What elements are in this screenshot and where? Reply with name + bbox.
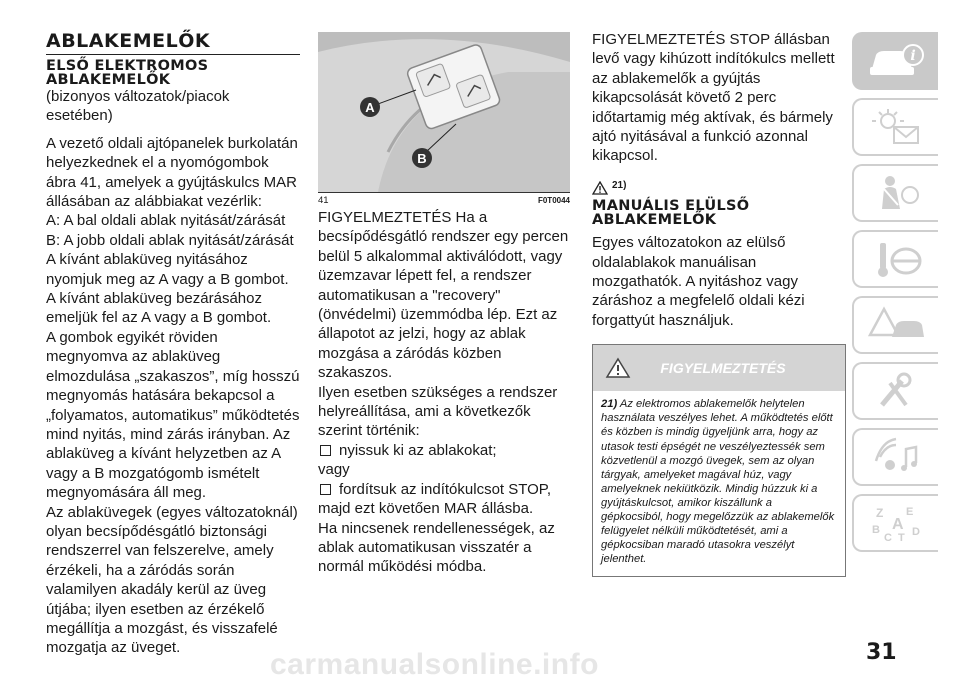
- watermark: carmanualsonline.info: [270, 648, 599, 681]
- page-number: 31: [866, 640, 897, 665]
- paragraph: FIGYELMEZTETÉS STOP állásban levő vagy kihúzott indítókulcs mellett az ablakemelők a gyújtás kikapcsolását követő 2 perc időtartamig még aktívak, és bármely ajtó nyitásával a funkció azonnal kikapcsol.: [592, 31, 835, 165]
- warning-triangle-icon: [605, 357, 631, 379]
- column-2: [318, 208, 570, 577]
- paragraph: A kívánt ablaküveg nyitásához nyomjuk meg az A vagy a B gombot.: [46, 251, 289, 288]
- svg-text:C: C: [884, 532, 892, 543]
- seatbelt-airbag-icon: [866, 173, 926, 213]
- chapter-title: ABLAKEMELŐK: [46, 30, 300, 55]
- window-switch-illustration: [318, 32, 570, 192]
- paragraph: majd ezt követően MAR állásba.: [318, 500, 534, 518]
- warning-text: Az elektromos ablakemelők helytelen használata veszélyes lehet. A működtetés előtt és közben is mindig ügyeljünk arra, hogy az utasok testi épségét ne veszélyeztessék sem közvetlenül a mozgó üvegek, sem az olyan tárgyak, amelyeket magával húz, vagy amelyeknek nekiütközik. Mindig húzzuk ki a gyújtáskulcsot, amikor kiszállunk a gépkocsiból, hogy megelőzzük az ablakemelők felügyelet nélküli működtetését, ami a gépkocsiban maradó utasokra veszélyt jelenthet.: [601, 398, 835, 566]
- warning-triangle-icon: [592, 181, 608, 195]
- paragraph: Ha nincsenek rendellenességek, az ablak automatikusan visszatér a normál működési módba.: [318, 519, 555, 576]
- paragraph: vagy: [318, 461, 350, 479]
- svg-text:B: B: [872, 524, 880, 536]
- paragraph: A vezető oldali ajtópanelek burkolatán helyezkednek el a nyomógombok ábra 41, amelyek a gyújtáskulcs MAR állásában az alábbiakat vezérlik:: [46, 134, 298, 211]
- tab-multimedia[interactable]: [852, 428, 938, 486]
- warning-body: [593, 391, 845, 576]
- figure-41-window-switches: [318, 32, 570, 192]
- warning-triangle-car-icon: [866, 305, 926, 345]
- svg-text:B: B: [417, 151, 427, 166]
- figure-caption: [318, 192, 570, 207]
- svg-text:T: T: [898, 532, 905, 543]
- paragraph: Az ablaküvegek (egyes változatoknál) olyan becsípődésgátló biztonsági rendszerrel van felszerelve, amely érzékeli, ha a záródás során valamilyen akadály kerül az üveg útjába; ilyen esetben az érzékelő megállítja a mozgást, és visszafelé mozgatja az üveget.: [46, 503, 298, 657]
- svg-text:Z: Z: [876, 506, 884, 520]
- paragraph: A gombok egyikét röviden megnyomva az ablaküveg elmozdulása „szakaszos”, míg hosszú megnyomás hatására bekapcsol a „folyamatos, automatikus” működtetés mind nyitás, mind zárás irányban. Az ablaküveg a kívánt helyzetben az A vagy a B mozgatógomb ismételt megnyomására áll meg.: [46, 328, 300, 502]
- tab-emergency[interactable]: [852, 296, 938, 354]
- paragraph: Ilyen esetben szükséges a rendszer helyreállítása, ami a következők szerint történik:: [318, 383, 558, 440]
- warning-box: [592, 344, 846, 577]
- column-1: [46, 30, 300, 658]
- bullet-square-icon: [320, 445, 331, 456]
- car-info-icon: [866, 41, 926, 81]
- tab-maintenance[interactable]: [852, 362, 938, 420]
- svg-text:i: i: [910, 48, 916, 64]
- svg-text:A: A: [365, 100, 375, 115]
- tools-icon: [866, 371, 926, 411]
- subtitle: (bizonyos változatok/piacok esetében): [46, 88, 230, 125]
- figure-number: 41: [318, 194, 329, 206]
- lights-warning-icon: [866, 107, 926, 147]
- warning-box-header: [593, 345, 845, 391]
- tab-safety[interactable]: [852, 164, 938, 222]
- chapter-tabs: [852, 32, 938, 560]
- bullet-item: fordítsuk az indítókulcsot STOP,: [318, 480, 570, 499]
- figure-code: F0T0044: [537, 195, 570, 205]
- warning-number: 21): [601, 398, 618, 411]
- key-steering-icon: [866, 239, 926, 279]
- index-letters-icon: [866, 503, 926, 543]
- bullet-item: nyissuk ki az ablakokat;: [318, 441, 570, 460]
- svg-text:D: D: [912, 526, 920, 538]
- paragraph: FIGYELMEZTETÉS Ha a becsípődésgátló rendszer egy percen belül 5 alkalommal aktiválódott, vagy üzemzavar lépett fel, a rendszer automatikusan a "recovery" (önvédelmi) üzemmódba lép. Ezt az állapotot az jelzi, hogy az ablak mozgása a záródás közben szakaszos.: [318, 209, 569, 382]
- tab-index[interactable]: [852, 494, 938, 552]
- warning-title: FIGYELMEZTETÉS: [660, 359, 786, 376]
- paragraph: B: A jobb oldali ablak nyitását/zárását: [46, 231, 294, 249]
- section-title-manual: MANUÁLIS ELÜLSŐ ABLAKEMELŐK: [592, 198, 750, 229]
- warning-reference: 21): [592, 176, 846, 195]
- column-3: [592, 30, 846, 577]
- section-title-electric: ELSŐ ELEKTROMOS ABLAKEMELŐK: [46, 58, 209, 88]
- bullet-square-icon: [320, 484, 331, 495]
- tab-lights[interactable]: [852, 98, 938, 156]
- paragraph: A kívánt ablaküveg bezárásához emeljük fel az A vagy a B gombot.: [46, 290, 272, 327]
- paragraph: A: A bal oldali ablak nyitását/zárását: [46, 212, 286, 230]
- multimedia-icon: [866, 437, 926, 477]
- svg-text:E: E: [906, 506, 914, 518]
- svg-text:A: A: [892, 516, 904, 533]
- tab-starting[interactable]: [852, 230, 938, 288]
- tab-dashboard[interactable]: [852, 32, 938, 90]
- paragraph: Egyes változatokon az elülső oldalablakok manuálisan mozgathatók. A nyitáshoz vagy záráshoz a megfelelő oldali kézi forgattyút használjuk.: [592, 234, 805, 329]
